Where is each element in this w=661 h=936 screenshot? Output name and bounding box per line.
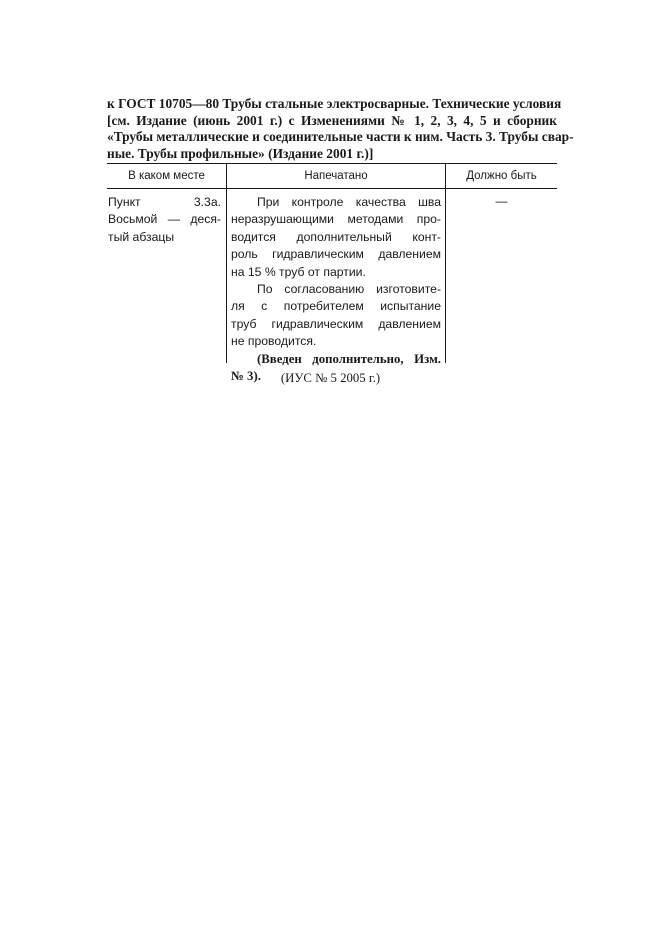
document-heading <box>107 96 574 162</box>
heading-line-1: к ГОСТ 10705—80 Трубы стальные электросварные. Технические условия <box>107 96 562 111</box>
printed-p2-line-2: ля с потребителем испытание <box>231 299 441 314</box>
printed-p1-line-1: При контроле качества шва <box>257 195 441 209</box>
location-line-2: Восьмой — деся- <box>108 212 221 227</box>
printed-p1-line-2: неразрушающими методами про- <box>231 212 441 227</box>
table-top-rule <box>107 163 557 164</box>
location-line-1: Пункт 3.3а. <box>108 195 221 209</box>
location-line-3: тый абзацы <box>108 229 175 244</box>
printed-p2-line-1: По согласованию изготовите- <box>257 282 441 297</box>
cell-should-be: — <box>495 194 508 208</box>
table-column-divider-2 <box>445 163 446 363</box>
cell-printed <box>231 194 441 385</box>
printed-p1-line-3: водится дополнительный конт- <box>231 229 441 244</box>
table-header-rule <box>107 188 557 189</box>
column-header-should-be: Должно быть <box>466 170 537 182</box>
column-header-location: В каком месте <box>128 170 205 182</box>
footer-reference: (ИУС № 5 2005 г.) <box>280 371 381 385</box>
heading-line-4: ные. Трубы профильные» (Издание 2001 г.)] <box>107 145 374 161</box>
printed-note-line-1: (Введен дополнительно, Изм. <box>257 351 441 366</box>
heading-line-2: [см. Издание (июнь 2001 г.) с Изменениями № 1, 2, 3, 4, 5 и сборник <box>107 112 557 128</box>
printed-p1-line-5: на 15 % труб от партии. <box>231 264 366 279</box>
heading-line-3: «Трубы металлические и соединительные части к ним. Часть 3. Трубы свар- <box>107 129 574 144</box>
column-header-printed: Напечатано <box>304 170 368 182</box>
printed-p1-line-4: роль гидравлическим давлением <box>231 247 441 262</box>
printed-note-line-2: № 3). <box>231 369 261 384</box>
printed-p2-line-4: не проводится. <box>231 334 317 349</box>
table-column-divider-1 <box>226 163 227 363</box>
cell-location <box>108 194 221 246</box>
printed-p2-line-3: труб гидравлическим давлением <box>231 316 441 331</box>
